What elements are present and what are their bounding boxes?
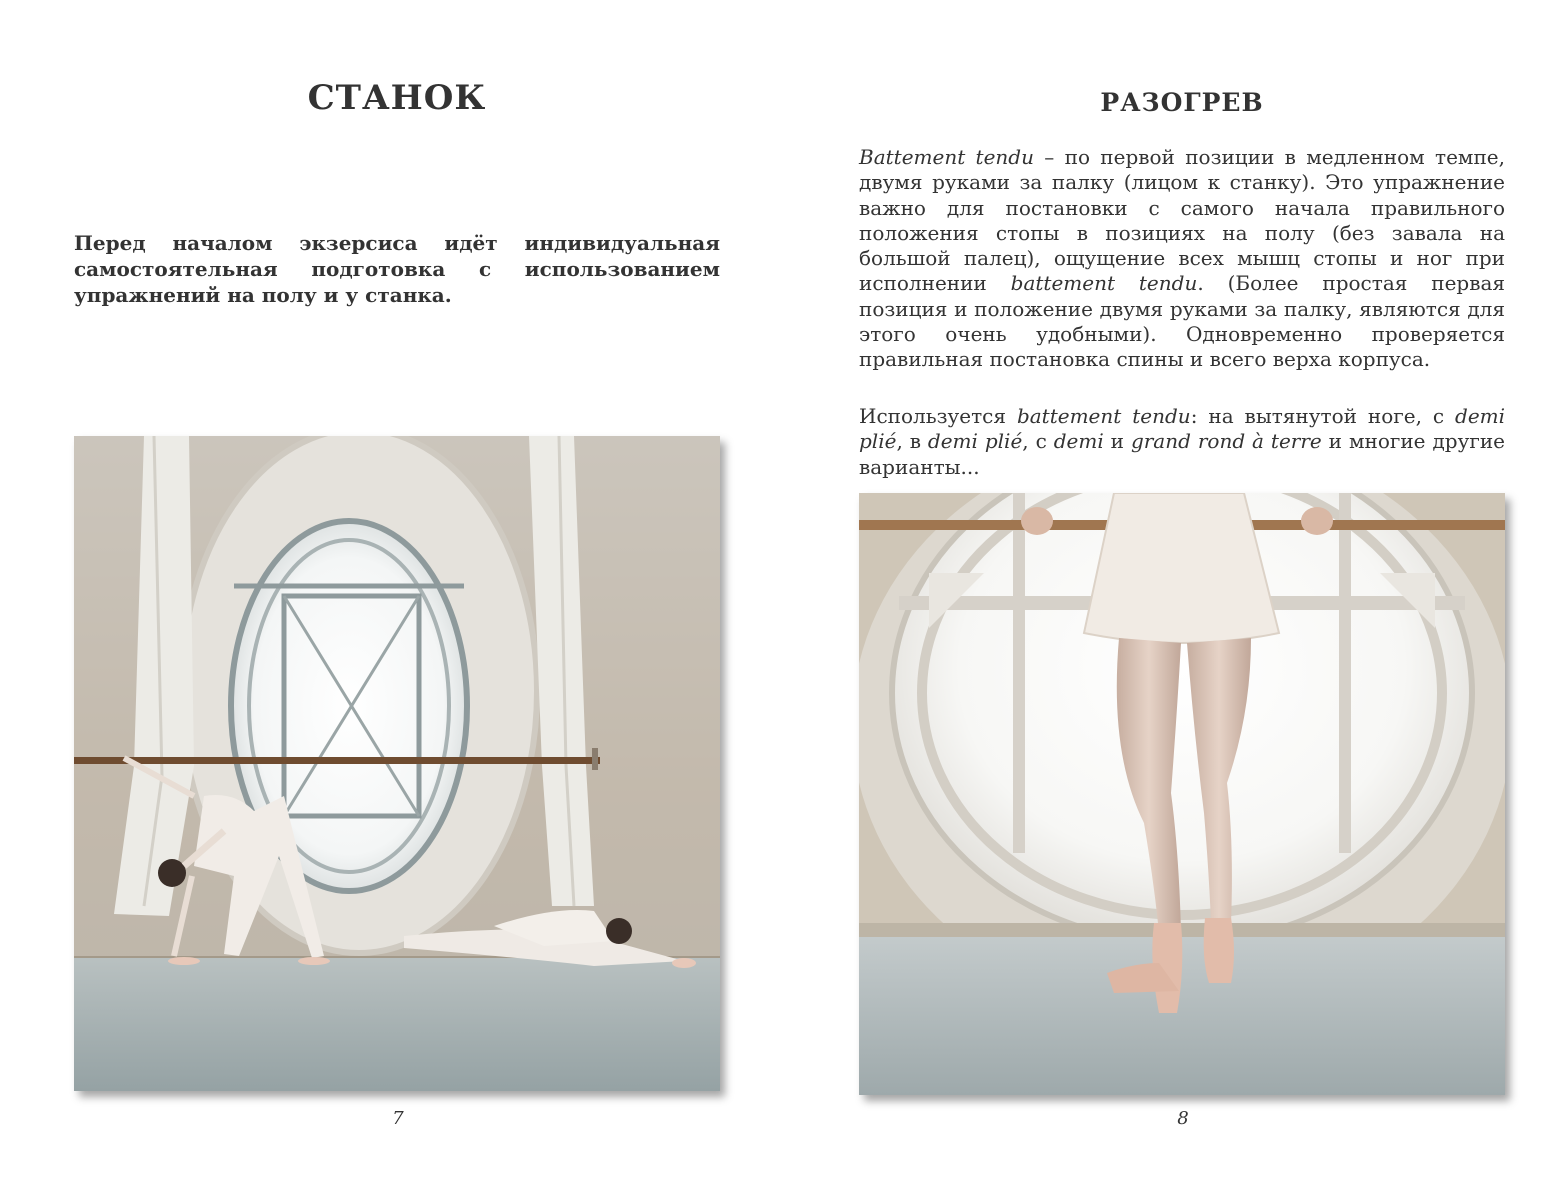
term: grand rond à terre [1130,429,1322,454]
text: : на вытянутой ноге, с [1190,404,1456,428]
term: demi [1053,429,1104,454]
page-title: СТАНОК [307,78,487,118]
right-page [781,0,1562,1200]
text: – по первой позиции в медленном темпе, двумя руками за палку (лицом к станку). Это упражнение важно для постановки с самого начала правильного положения стопы в позициях на полу (без завала на большой палец), ощущение всех мышц стопы и ног при исполнении [859,145,1505,296]
body-paragraph-1 [859,145,1505,373]
text: и многие другие варианты... [859,429,1505,479]
intro-paragraph: Перед началом экзерсиса идёт индивидуальная самостоятельная подготовка с использованием упражнений на полу и у станка. [74,231,720,307]
text: . (Более простая первая позиция и положение двумя руками за палку, являются для этого очень удобными). Одновременно проверяется правильная постановка спины и всего верха корпуса. [859,271,1506,372]
text: , в [896,429,928,454]
text: , с [1022,429,1054,454]
term: Battement tendu [859,145,1034,169]
page-number: 8 [1177,1108,1189,1129]
text: и [1103,429,1131,454]
body-paragraph-2 [859,404,1505,480]
term: battement tendu [1010,271,1198,296]
term: battement tendu [1016,404,1191,428]
ballet-dancers-stretching-photo [74,436,720,1091]
page-number: 7 [392,1108,404,1129]
text: Используется [859,404,1017,428]
term: demi plié [859,404,1506,454]
term: demi plié [927,429,1023,454]
ballet-dancer-at-barre-photo [859,493,1505,1095]
page-title: РАЗОГРЕВ [1100,88,1264,117]
